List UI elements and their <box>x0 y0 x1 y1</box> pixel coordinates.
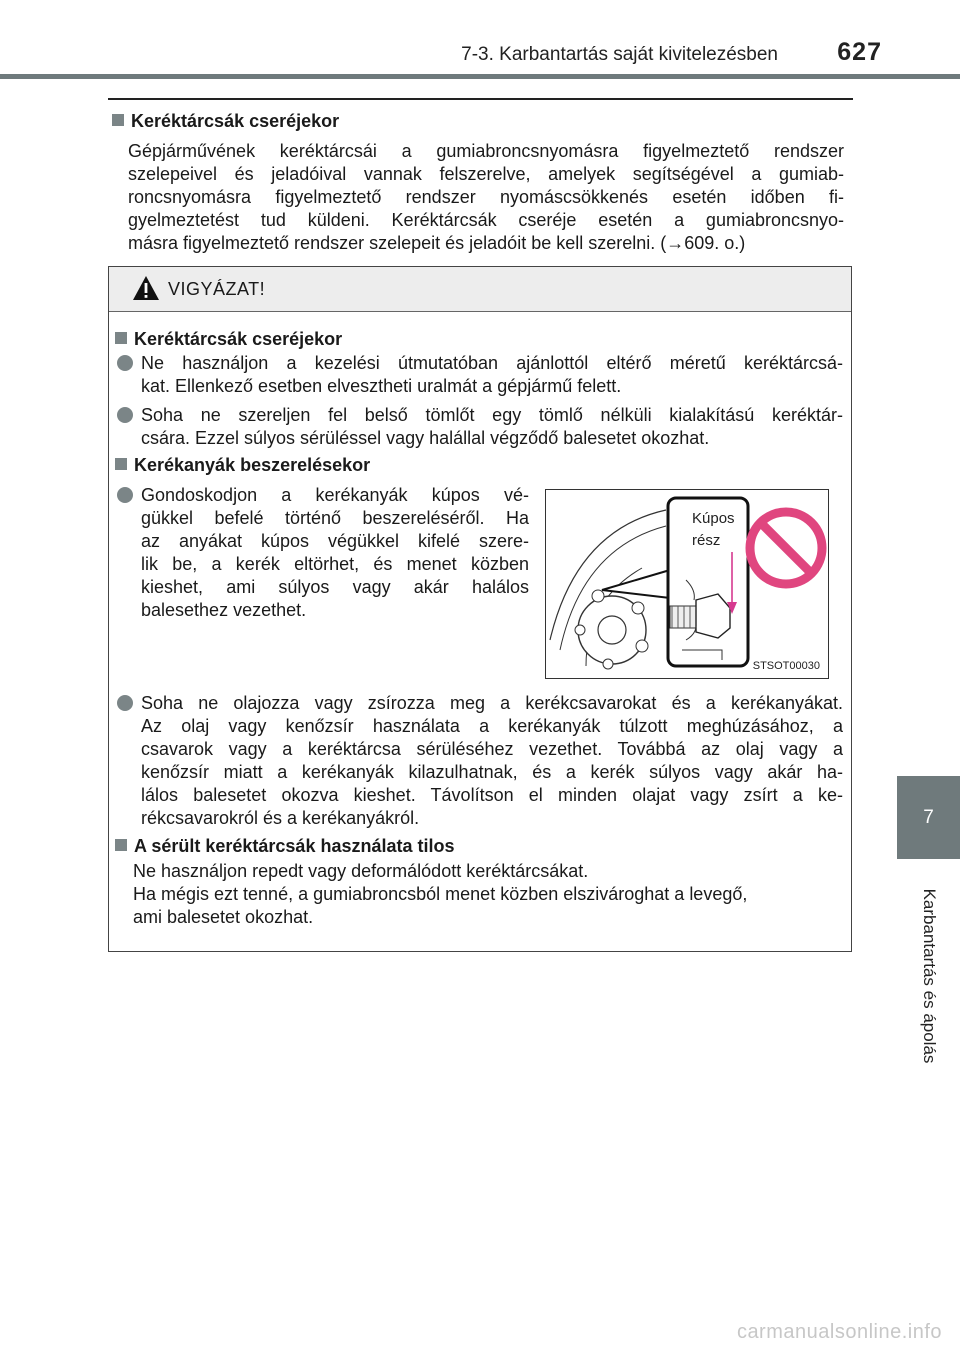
chapter-title: Karbantartás és ápolás <box>919 888 939 1063</box>
warning-bullet-item <box>117 484 529 624</box>
warning-line: lálos balesetet okozva kieshet. Távolítson el minden olajat vagy zsírt a ke- <box>141 785 843 805</box>
round-bullet-icon <box>117 487 133 503</box>
warning-section-heading <box>115 329 342 350</box>
square-bullet-icon <box>115 839 127 851</box>
chapter-number: 7 <box>923 806 934 828</box>
square-bullet-icon <box>115 458 127 470</box>
section-title: 7-3. Karbantartás saját kivitelezésben <box>461 44 778 65</box>
warning-line: ami balesetet okozhat. <box>133 907 314 927</box>
warning-section-heading-text: A sérült keréktárcsák használata tilos <box>134 836 455 856</box>
content-top-rule <box>108 98 853 100</box>
chapter-title-tab <box>897 859 960 1092</box>
warning-line: csavarok vagy a keréktárcsa sérüléséhez vezethet. Továbbá az olaj vagy a <box>141 739 843 759</box>
wheel-hub-illustration <box>546 490 828 678</box>
warning-bullet-item <box>117 404 843 450</box>
square-bullet-icon <box>112 114 124 126</box>
wheel-nut-figure <box>545 489 829 679</box>
warning-line: Gondoskodjon a kerékanyák kúpos vé- <box>141 485 529 505</box>
round-bullet-icon <box>117 355 133 371</box>
warning-line: balesethez vezethet. <box>141 600 307 620</box>
chapter-number-tab <box>897 776 960 859</box>
intro-line: szelepeivel és jeladóival vannak felszerelve, amelyek segítségével a gumiab- <box>128 164 844 184</box>
warning-line: rékcsavarokról és a kerékanyákról. <box>141 808 420 828</box>
warning-section-heading-text: Keréktárcsák cseréjekor <box>134 329 343 349</box>
intro-line: roncsnyomásra figyelmeztető rendszer nyomáscsökkenés esetén időben fi- <box>128 187 844 207</box>
watermark: carmanualsonline.info <box>736 1321 942 1343</box>
intro-line: másra figyelmeztető rendszer szelepeit és jeladóit be kell szerelni. (→609. o.) <box>128 233 746 253</box>
intro-paragraph <box>128 140 844 255</box>
warning-line: Az olaj vagy kenőzsír használata a kerékanyák túlzott meghúzásához, a <box>141 716 843 736</box>
warning-header <box>109 267 851 312</box>
intro-line: Gépjárművének keréktárcsái a gumiabroncsnyomásra figyelmeztető rendszer <box>128 141 844 161</box>
warning-line: kenőzsír miatt a kerékanyák kilazulhatnak, és a kerék súlyos vagy akár ha- <box>141 762 843 782</box>
warning-section-heading-text: Kerékanyák beszerelésekor <box>134 455 371 475</box>
warning-line: kieshet, ami súlyos vagy akár halálos <box>141 577 529 597</box>
square-bullet-icon <box>115 332 127 344</box>
figure-callout-label <box>692 508 735 552</box>
warning-bullet-item <box>117 352 843 398</box>
intro-line: gyelmeztetést tud küldeni. Keréktárcsák cseréje esetén a gumiabroncsnyo- <box>128 210 844 230</box>
warning-bullet-item <box>117 692 843 832</box>
warning-triangle-icon <box>132 275 160 301</box>
warning-line: Ne használjon a kezelési útmutatóban ajánlottól eltérő méretű keréktárcsá- <box>141 353 843 373</box>
warning-line: Soha ne olajozza vagy zsírozza meg a kerékcsavarokat és a kerékanyákat. <box>141 693 843 713</box>
warning-paragraph <box>133 860 843 929</box>
warning-section-heading <box>115 836 455 857</box>
warning-line: csára. Ezzel súlyos sérüléssel vagy halállal végződő balesetet okozhat. <box>141 428 710 448</box>
warning-line: Ha mégis ezt tenné, a gumiabroncsból menet közben elszivároghat a levegő, <box>133 884 748 904</box>
warning-line: lik be, a kerék eltörhet, és menet közben <box>141 554 529 574</box>
header-rule <box>0 74 960 79</box>
figure-code: STSOT00030 <box>752 660 820 672</box>
warning-section-heading <box>115 455 370 476</box>
warning-box <box>108 266 852 952</box>
warning-title: VIGYÁZAT! <box>168 279 266 299</box>
intro-heading <box>112 111 339 132</box>
round-bullet-icon <box>117 407 133 423</box>
page-number: 627 <box>837 38 882 66</box>
figure-label-line: rész <box>692 532 721 549</box>
round-bullet-icon <box>117 695 133 711</box>
warning-line: Soha ne szereljen fel belső tömlőt egy tömlő nélküli kialakítású keréktár- <box>141 405 843 425</box>
figure-label-line: Kúpos <box>692 510 735 527</box>
intro-heading-text: Keréktárcsák cseréjekor <box>131 111 340 131</box>
warning-line: gükkel befelé történő beszereléséről. Ha <box>141 508 529 528</box>
warning-line: Ne használjon repedt vagy deformálódott keréktárcsákat. <box>133 861 589 881</box>
warning-line: az anyákat kúpos végükkel kifelé szere- <box>141 531 529 551</box>
warning-line: kat. Ellenkező esetben elvesztheti uralmát a gépjármű felett. <box>141 376 622 396</box>
